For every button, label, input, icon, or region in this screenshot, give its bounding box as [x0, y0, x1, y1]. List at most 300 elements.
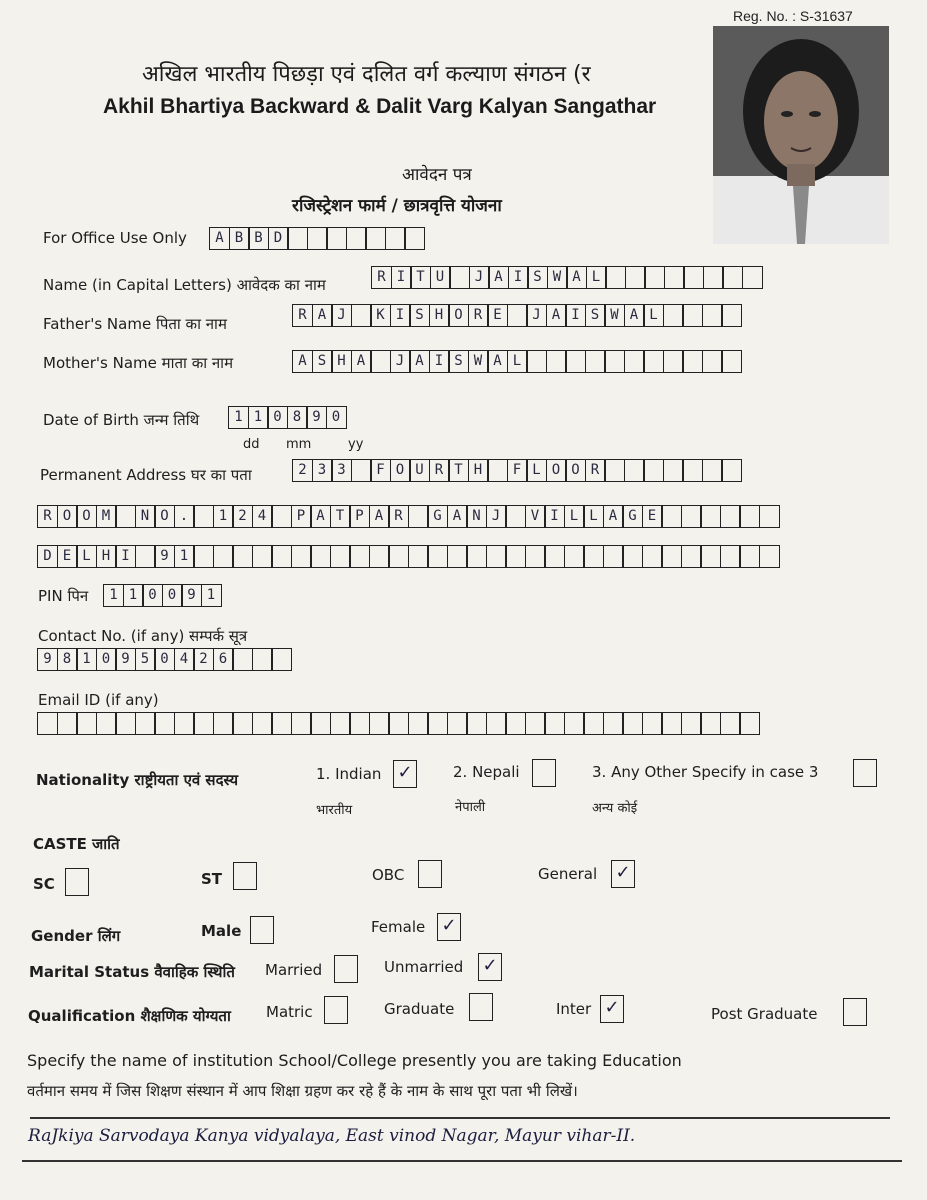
name-boxes[interactable] — [371, 266, 761, 289]
char-box[interactable] — [663, 350, 684, 373]
char-box[interactable]: A — [566, 266, 587, 289]
char-box[interactable] — [330, 545, 351, 568]
char-box[interactable]: 1 — [103, 584, 124, 607]
char-box[interactable] — [739, 545, 760, 568]
char-box[interactable] — [370, 350, 391, 373]
char-box[interactable]: A — [351, 350, 372, 373]
char-box[interactable]: S — [527, 266, 548, 289]
char-box[interactable] — [664, 266, 685, 289]
char-box[interactable] — [565, 350, 586, 373]
char-box[interactable] — [115, 712, 136, 735]
email-label: Email ID (if any) — [38, 691, 159, 709]
char-box[interactable]: S — [312, 350, 333, 373]
char-box[interactable]: O — [57, 505, 78, 528]
char-box[interactable] — [447, 712, 468, 735]
char-box[interactable] — [721, 459, 742, 482]
char-box[interactable] — [720, 505, 741, 528]
char-box[interactable]: A — [409, 350, 430, 373]
char-box[interactable] — [310, 545, 331, 568]
char-box[interactable]: R — [388, 505, 409, 528]
char-box[interactable] — [663, 304, 684, 327]
char-box[interactable]: A — [209, 227, 230, 250]
qualification-graduate-label: Graduate — [384, 1000, 455, 1018]
char-box[interactable]: 0 — [267, 406, 288, 429]
char-box[interactable] — [720, 712, 741, 735]
char-box[interactable] — [351, 304, 372, 327]
char-box[interactable] — [271, 505, 292, 528]
char-box[interactable] — [605, 266, 626, 289]
char-box[interactable] — [583, 545, 604, 568]
char-box[interactable]: H — [468, 459, 489, 482]
char-box[interactable] — [505, 505, 526, 528]
char-box[interactable]: E — [487, 304, 508, 327]
char-box[interactable] — [96, 712, 117, 735]
char-box[interactable]: S — [448, 350, 469, 373]
char-box[interactable] — [507, 304, 528, 327]
char-box[interactable]: 9 — [37, 648, 58, 671]
photo-image — [713, 26, 889, 244]
registration-number: Reg. No. : S-31637 — [733, 8, 853, 24]
char-box[interactable] — [330, 712, 351, 735]
char-box[interactable] — [604, 350, 625, 373]
char-box[interactable]: 3 — [312, 459, 333, 482]
char-box[interactable]: R — [37, 505, 58, 528]
char-box[interactable] — [525, 545, 546, 568]
char-box[interactable] — [310, 712, 331, 735]
nationality-indian-checkbox[interactable]: ✓ — [393, 760, 417, 788]
char-box[interactable]: 5 — [135, 648, 156, 671]
char-box[interactable]: R — [585, 459, 606, 482]
char-box[interactable] — [622, 712, 643, 735]
char-box[interactable]: V — [525, 505, 546, 528]
char-box[interactable] — [213, 712, 234, 735]
dob-yy-caption: yy — [348, 437, 364, 452]
char-box[interactable]: L — [507, 350, 528, 373]
char-box[interactable]: I — [391, 266, 412, 289]
institution-instruction-english: Specify the name of institution School/College presently you are taking Education — [27, 1051, 682, 1070]
char-box[interactable]: 2 — [193, 648, 214, 671]
char-box[interactable]: O — [154, 505, 175, 528]
char-box[interactable] — [365, 227, 386, 250]
char-box[interactable]: B — [248, 227, 269, 250]
char-box[interactable]: 0 — [154, 648, 175, 671]
char-box[interactable] — [546, 350, 567, 373]
char-box[interactable]: O — [390, 459, 411, 482]
char-box[interactable]: J — [486, 505, 507, 528]
gender-male-label: Male — [201, 922, 242, 940]
contact-label: Contact No. (if any) सम्पर्क सूत्र — [38, 627, 248, 645]
char-box[interactable] — [447, 545, 468, 568]
char-box[interactable] — [661, 712, 682, 735]
pin-boxes[interactable] — [103, 584, 220, 607]
char-box[interactable]: 8 — [287, 406, 308, 429]
char-box[interactable]: U — [409, 459, 430, 482]
char-box[interactable]: 9 — [306, 406, 327, 429]
char-box[interactable]: 1 — [201, 584, 222, 607]
char-box[interactable]: 9 — [115, 648, 136, 671]
contact-boxes[interactable] — [37, 648, 291, 671]
char-box[interactable]: R — [468, 304, 489, 327]
char-box[interactable] — [682, 304, 703, 327]
qualification-graduate-checkbox[interactable] — [469, 993, 493, 1021]
char-box[interactable] — [449, 266, 470, 289]
char-box[interactable]: 2 — [292, 459, 313, 482]
marital-married-checkbox[interactable] — [334, 955, 358, 983]
char-box[interactable]: L — [76, 545, 97, 568]
char-box[interactable]: N — [466, 505, 487, 528]
char-box[interactable] — [720, 545, 741, 568]
char-box[interactable]: 1 — [123, 584, 144, 607]
char-box[interactable] — [326, 227, 347, 250]
char-box[interactable] — [624, 459, 645, 482]
char-box[interactable]: H — [96, 545, 117, 568]
char-box[interactable]: R — [292, 304, 313, 327]
qualification-inter-label: Inter — [556, 1000, 592, 1018]
char-box[interactable]: M — [96, 505, 117, 528]
form-subtitle-application: आवेदन पत्र — [402, 165, 472, 185]
char-box[interactable]: I — [115, 545, 136, 568]
char-box[interactable]: 9 — [181, 584, 202, 607]
char-box[interactable]: P — [291, 505, 312, 528]
char-box[interactable] — [625, 266, 646, 289]
char-box[interactable] — [232, 648, 253, 671]
char-box[interactable] — [525, 712, 546, 735]
char-box[interactable] — [287, 227, 308, 250]
char-box[interactable] — [349, 545, 370, 568]
char-box[interactable] — [739, 712, 760, 735]
char-box[interactable]: E — [642, 505, 663, 528]
char-box[interactable] — [252, 545, 273, 568]
char-box[interactable]: F — [507, 459, 528, 482]
char-box[interactable]: A — [546, 304, 567, 327]
char-box[interactable] — [271, 545, 292, 568]
org-title-english: Akhil Bhartiya Backward & Dalit Varg Kalyan Sangathar — [103, 95, 657, 118]
nationality-indian-label: 1. Indian — [316, 765, 382, 783]
mother-name-boxes[interactable] — [292, 350, 741, 373]
char-box[interactable] — [661, 545, 682, 568]
char-box[interactable] — [683, 266, 704, 289]
char-box[interactable] — [408, 505, 429, 528]
char-box[interactable] — [232, 545, 253, 568]
marital-unmarried-label: Unmarried — [384, 958, 464, 976]
char-box[interactable] — [291, 545, 312, 568]
char-box[interactable]: W — [547, 266, 568, 289]
char-box[interactable]: 1 — [76, 648, 97, 671]
char-box[interactable] — [661, 505, 682, 528]
char-box[interactable]: 1 — [228, 406, 249, 429]
address-line3-boxes[interactable] — [37, 545, 778, 568]
char-box[interactable] — [526, 350, 547, 373]
char-box[interactable]: O — [76, 505, 97, 528]
char-box[interactable] — [252, 648, 273, 671]
char-box[interactable] — [408, 712, 429, 735]
char-box[interactable] — [385, 227, 406, 250]
char-box[interactable] — [603, 712, 624, 735]
char-box[interactable]: A — [488, 266, 509, 289]
char-box[interactable] — [193, 712, 214, 735]
char-box[interactable] — [427, 712, 448, 735]
char-box[interactable] — [703, 266, 724, 289]
office-use-label: For Office Use Only — [43, 229, 187, 247]
char-box[interactable]: 0 — [162, 584, 183, 607]
father-name-boxes[interactable] — [292, 304, 741, 327]
char-box[interactable] — [388, 712, 409, 735]
char-box[interactable]: I — [390, 304, 411, 327]
char-box[interactable]: S — [409, 304, 430, 327]
institution-answer[interactable]: RaJkiya Sarvodaya Kanya vidyalaya, East vinod Nagar, Mayur vihar-II. — [28, 1126, 636, 1146]
char-box[interactable] — [642, 545, 663, 568]
char-box[interactable]: B — [229, 227, 250, 250]
father-name-label: Father's Name पिता का नाम — [43, 315, 227, 333]
char-box[interactable]: I — [565, 304, 586, 327]
char-box[interactable]: 4 — [252, 505, 273, 528]
char-box[interactable] — [486, 712, 507, 735]
char-box[interactable] — [232, 712, 253, 735]
char-box[interactable] — [759, 505, 780, 528]
char-box[interactable] — [486, 545, 507, 568]
char-box[interactable] — [622, 545, 643, 568]
caste-general-checkbox[interactable]: ✓ — [611, 860, 635, 888]
char-box[interactable] — [37, 712, 58, 735]
char-box[interactable]: A — [603, 505, 624, 528]
char-box[interactable] — [57, 712, 78, 735]
char-box[interactable]: A — [310, 505, 331, 528]
char-box[interactable] — [544, 712, 565, 735]
char-box[interactable] — [544, 545, 565, 568]
char-box[interactable] — [702, 459, 723, 482]
char-box[interactable] — [624, 350, 645, 373]
char-box[interactable]: J — [469, 266, 490, 289]
char-box[interactable]: H — [429, 304, 450, 327]
dob-boxes[interactable] — [228, 406, 345, 429]
char-box[interactable]: L — [586, 266, 607, 289]
char-box[interactable]: L — [583, 505, 604, 528]
char-box[interactable]: O — [448, 304, 469, 327]
char-box[interactable] — [346, 227, 367, 250]
caste-obc-checkbox[interactable] — [418, 860, 442, 888]
char-box[interactable] — [252, 712, 273, 735]
char-box[interactable] — [642, 712, 663, 735]
char-box[interactable]: I — [544, 505, 565, 528]
nationality-other-hindi: अन्य कोई — [592, 801, 638, 816]
address-line2-boxes[interactable] — [37, 505, 778, 528]
char-box[interactable] — [644, 266, 665, 289]
caste-label: CASTE जाति — [33, 835, 120, 853]
address-line1-boxes[interactable] — [292, 459, 741, 482]
gender-female-label: Female — [371, 918, 426, 936]
char-box[interactable]: I — [508, 266, 529, 289]
char-box[interactable]: T — [448, 459, 469, 482]
gender-male-checkbox[interactable] — [250, 916, 274, 944]
char-box[interactable]: 0 — [326, 406, 347, 429]
char-box[interactable] — [193, 545, 214, 568]
char-box[interactable]: 6 — [213, 648, 234, 671]
char-box[interactable]: L — [526, 459, 547, 482]
institution-divider — [30, 1117, 890, 1119]
gender-female-checkbox[interactable]: ✓ — [437, 913, 461, 941]
char-box[interactable] — [213, 545, 234, 568]
caste-obc-label: OBC — [372, 866, 405, 884]
char-box[interactable] — [759, 545, 780, 568]
char-box[interactable] — [721, 350, 742, 373]
char-box[interactable] — [721, 304, 742, 327]
char-box[interactable]: F — [370, 459, 391, 482]
char-box[interactable] — [564, 545, 585, 568]
char-box[interactable] — [369, 545, 390, 568]
caste-st-checkbox[interactable] — [233, 862, 257, 890]
char-box[interactable]: A — [292, 350, 313, 373]
char-box[interactable]: R — [429, 459, 450, 482]
institution-instruction-hindi: वर्तमान समय में जिस शिक्षण संस्थान में आप शिक्षा ग्रहण कर रहे हैं के नाम के साथ पूरा पता भी लिखें। — [27, 1082, 578, 1100]
char-box[interactable]: A — [369, 505, 390, 528]
char-box[interactable]: 1 — [248, 406, 269, 429]
marital-unmarried-checkbox[interactable]: ✓ — [478, 953, 502, 981]
char-box[interactable] — [291, 712, 312, 735]
char-box[interactable] — [681, 545, 702, 568]
office-use-boxes — [209, 227, 424, 250]
char-box[interactable] — [682, 350, 703, 373]
char-box[interactable]: 3 — [331, 459, 352, 482]
char-box[interactable] — [135, 712, 156, 735]
char-box[interactable]: J — [331, 304, 352, 327]
char-box[interactable]: 0 — [142, 584, 163, 607]
name-label: Name (in Capital Letters) आवेदक का नाम — [43, 276, 326, 294]
char-box[interactable] — [193, 505, 214, 528]
char-box[interactable] — [700, 545, 721, 568]
char-box[interactable] — [369, 712, 390, 735]
char-box[interactable] — [388, 545, 409, 568]
pin-label: PIN पिन — [38, 587, 89, 605]
char-box[interactable] — [154, 712, 175, 735]
char-box[interactable] — [466, 712, 487, 735]
char-box[interactable]: 1 — [213, 505, 234, 528]
address-label: Permanent Address घर का पता — [40, 466, 252, 484]
char-box[interactable]: A — [487, 350, 508, 373]
char-box[interactable]: D — [268, 227, 289, 250]
char-box[interactable] — [404, 227, 425, 250]
char-box[interactable] — [351, 459, 372, 482]
char-box[interactable]: U — [430, 266, 451, 289]
char-box[interactable] — [466, 545, 487, 568]
char-box[interactable]: T — [330, 505, 351, 528]
char-box[interactable] — [722, 266, 743, 289]
char-box[interactable]: T — [410, 266, 431, 289]
char-box[interactable]: 1 — [174, 545, 195, 568]
char-box[interactable] — [603, 545, 624, 568]
char-box[interactable]: A — [312, 304, 333, 327]
dob-label: Date of Birth जन्म तिथि — [43, 411, 200, 429]
char-box[interactable] — [408, 545, 429, 568]
char-box[interactable]: A — [624, 304, 645, 327]
nationality-other-label: 3. Any Other Specify in case 3 — [592, 763, 819, 781]
char-box[interactable]: 8 — [57, 648, 78, 671]
applicant-photo — [713, 26, 889, 244]
char-box[interactable] — [505, 545, 526, 568]
char-box[interactable] — [487, 459, 508, 482]
char-box[interactable] — [742, 266, 763, 289]
marital-status-label: Marital Status वैवाहिक स्थिति — [29, 963, 235, 981]
nationality-indian-hindi: भारतीय — [316, 803, 353, 818]
char-box[interactable]: P — [349, 505, 370, 528]
char-box[interactable] — [115, 505, 136, 528]
char-box[interactable] — [307, 227, 328, 250]
char-box[interactable]: . — [174, 505, 195, 528]
char-box[interactable] — [135, 545, 156, 568]
char-box[interactable]: 9 — [154, 545, 175, 568]
org-title-hindi: अखिल भारतीय पिछड़ा एवं दलित वर्ग कल्याण संगठन (र — [142, 62, 591, 87]
char-box[interactable] — [349, 712, 370, 735]
char-box[interactable] — [681, 505, 702, 528]
char-box[interactable] — [700, 712, 721, 735]
char-box[interactable] — [643, 459, 664, 482]
char-box[interactable] — [643, 350, 664, 373]
char-box[interactable] — [271, 648, 292, 671]
char-box[interactable] — [702, 350, 723, 373]
char-box[interactable]: 0 — [96, 648, 117, 671]
char-box[interactable]: L — [564, 505, 585, 528]
char-box[interactable]: D — [37, 545, 58, 568]
caste-sc-checkbox[interactable] — [65, 868, 89, 896]
char-box[interactable] — [564, 712, 585, 735]
char-box[interactable] — [76, 712, 97, 735]
char-box[interactable] — [583, 712, 604, 735]
char-box[interactable]: G — [427, 505, 448, 528]
nationality-nepali-checkbox[interactable] — [532, 759, 556, 787]
char-box[interactable]: O — [565, 459, 586, 482]
char-box[interactable] — [174, 712, 195, 735]
qualification-inter-checkbox[interactable]: ✓ — [600, 995, 624, 1023]
char-box[interactable]: 2 — [232, 505, 253, 528]
char-box[interactable] — [681, 712, 702, 735]
char-box[interactable] — [739, 505, 760, 528]
char-box[interactable]: O — [546, 459, 567, 482]
char-box[interactable]: E — [57, 545, 78, 568]
char-box[interactable] — [663, 459, 684, 482]
char-box[interactable] — [700, 505, 721, 528]
char-box[interactable]: W — [604, 304, 625, 327]
qualification-matric-checkbox[interactable] — [324, 996, 348, 1024]
char-box[interactable]: N — [135, 505, 156, 528]
char-box[interactable]: R — [371, 266, 392, 289]
char-box[interactable] — [604, 459, 625, 482]
char-box[interactable]: H — [331, 350, 352, 373]
char-box[interactable]: J — [390, 350, 411, 373]
char-box[interactable]: A — [447, 505, 468, 528]
char-box[interactable]: K — [370, 304, 391, 327]
char-box[interactable] — [271, 712, 292, 735]
char-box[interactable] — [682, 459, 703, 482]
char-box[interactable]: 4 — [174, 648, 195, 671]
nationality-other-checkbox[interactable] — [853, 759, 877, 787]
char-box[interactable]: J — [526, 304, 547, 327]
char-box[interactable] — [585, 350, 606, 373]
qualification-postgraduate-checkbox[interactable] — [843, 998, 867, 1026]
char-box[interactable]: W — [468, 350, 489, 373]
gender-label: Gender लिंग — [31, 927, 121, 945]
email-boxes[interactable] — [37, 712, 759, 735]
char-box[interactable]: S — [585, 304, 606, 327]
char-box[interactable]: G — [622, 505, 643, 528]
caste-sc-label: SC — [33, 875, 55, 893]
char-box[interactable] — [505, 712, 526, 735]
char-box[interactable] — [702, 304, 723, 327]
char-box[interactable] — [427, 545, 448, 568]
dob-mm-caption: mm — [286, 437, 312, 452]
char-box[interactable]: L — [643, 304, 664, 327]
char-box[interactable]: I — [429, 350, 450, 373]
qualification-label: Qualification शैक्षणिक योग्यता — [28, 1007, 231, 1025]
form-subtitle-registration: रजिस्ट्रेशन फार्म / छात्रवृत्ति योजना — [292, 196, 502, 216]
